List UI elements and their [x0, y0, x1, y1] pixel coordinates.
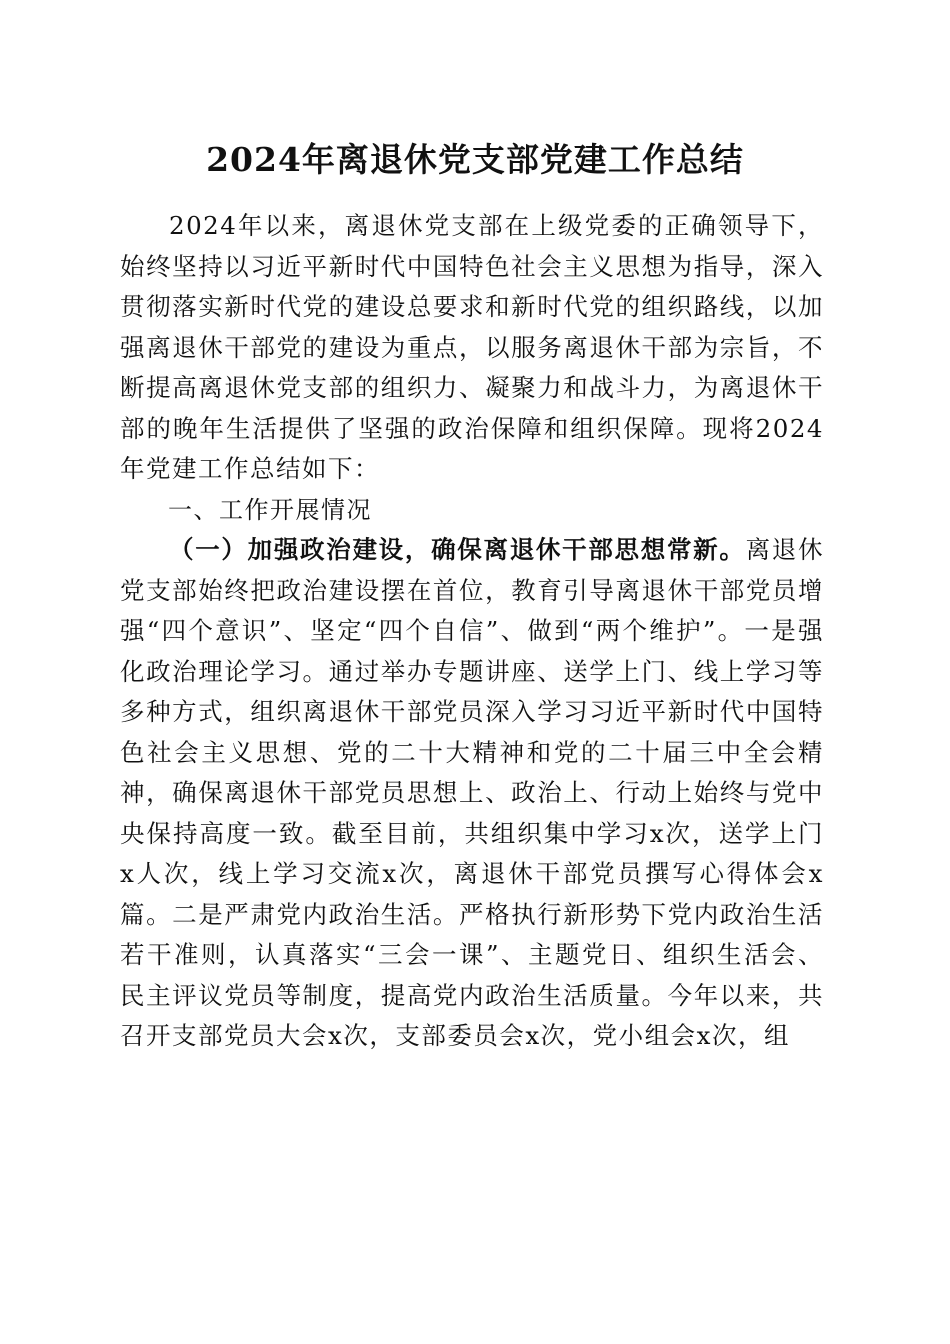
- document-title: 2024年离退休党支部党建工作总结: [206, 140, 744, 179]
- document-body: [120, 206, 824, 1057]
- intro-paragraph: 2024年以来，离退休党支部在上级党委的正确领导下，始终坚持以习近平新时代中国特色社会主义思想为指导，深入贯彻落实新时代党的建设总要求和新时代党的组织路线，以加强离退休干部党的建设为重点，以服务离退休干部为宗旨，不断提高离退休党支部的组织力、凝聚力和战斗力，为离退休干部的晚年生活提供了坚强的政治保障和组织保障。现将2024年党建工作总结如下：: [120, 211, 824, 483]
- subsection-heading: （一）加强政治建设，确保离退休干部思想常新。: [169, 535, 746, 564]
- subsection-body: 离退休党支部始终把政治建设摆在首位，教育引导离退休干部党员增强“四个意识”、坚定“四个自信”、做到“两个维护”。一是强化政治理论学习。通过举办专题讲座、送学上门、线上学习等多种方式，组织离退休干部党员深入学习习近平新时代中国特色社会主义思想、党的二十大精神和党的二十届三中全会精神，确保离退休干部党员思想上、政治上、行动上始终与党中央保持高度一致。截至目前，共组织集中学习x次，送学上门x人次，线上学习交流x次，离退休干部党员撰写心得体会x篇。二是严肃党内政治生活。严格执行新形势下党内政治生活若干准则，认真落实“三会一课”、主题党日、组织生活会、民主评议党员等制度，提高党内政治生活质量。今年以来，共召开支部党员大会x次，支部委员会x次，党小组会x次，组: [120, 535, 825, 1050]
- subsection-paragraph: [120, 530, 824, 1057]
- section-heading: 一、工作开展情况: [168, 495, 372, 524]
